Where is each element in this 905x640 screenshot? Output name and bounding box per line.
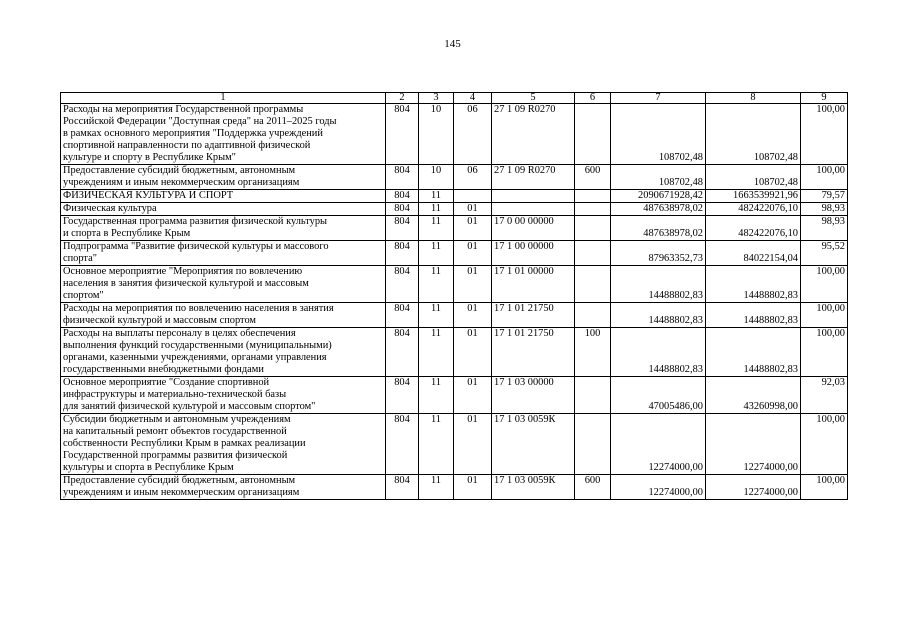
ministry-code-cell: 804 [386,414,419,475]
table-row [61,165,848,190]
target-article-cell: 17 1 03 00000 [492,377,575,414]
target-article-cell: 17 1 01 21750 [492,303,575,328]
section-cell: 11 [419,190,454,203]
executed-amount-cell: 14488802,83 [706,266,801,303]
ministry-code-cell: 804 [386,165,419,190]
section-cell: 11 [419,377,454,414]
row-name-cell: Основное мероприятие "Создание спортивной инфраструктуры и материально-технической базы для занятий физической культурой и массовым спортом" [61,377,386,414]
target-article-cell: 17 1 01 21750 [492,328,575,377]
execution-percent-cell: 100,00 [801,104,848,165]
execution-percent-cell: 100,00 [801,475,848,500]
row-name-cell: Расходы на выплаты персоналу в целях обеспечения выполнения функций государственными (муниципальными) органами, казенными учреждениями, органами управления государственными внебюджетными фондами [61,328,386,377]
section-cell: 11 [419,475,454,500]
target-article-cell [492,203,575,216]
table-row [61,377,848,414]
header-cell: 8 [706,93,801,104]
section-cell: 11 [419,266,454,303]
header-cell: 9 [801,93,848,104]
planned-amount-cell: 487638978,02 [611,203,706,216]
table-row [61,216,848,241]
planned-amount-cell: 2090671928,42 [611,190,706,203]
execution-percent-cell: 100,00 [801,328,848,377]
ministry-code-cell: 804 [386,203,419,216]
table-row [61,303,848,328]
table-row [61,475,848,500]
executed-amount-cell: 1663539921,96 [706,190,801,203]
expense-type-cell [575,216,611,241]
target-article-cell: 27 1 09 R0270 [492,104,575,165]
planned-amount-cell: 108702,48 [611,104,706,165]
header-cell: 3 [419,93,454,104]
ministry-code-cell: 804 [386,328,419,377]
subsection-cell [454,190,492,203]
header-cell: 2 [386,93,419,104]
planned-amount-cell: 87963352,73 [611,241,706,266]
section-cell: 11 [419,241,454,266]
subsection-cell: 01 [454,241,492,266]
page-number: 145 [444,38,461,50]
table-body [61,93,848,500]
budget-table [60,92,848,500]
table-row [61,414,848,475]
section-cell: 11 [419,414,454,475]
target-article-cell: 27 1 09 R0270 [492,165,575,190]
ministry-code-cell: 804 [386,241,419,266]
subsection-cell: 01 [454,414,492,475]
row-name-cell: Предоставление субсидий бюджетным, автономным учреждениям и иным некоммерческим организациям [61,475,386,500]
section-cell: 11 [419,203,454,216]
table-row [61,203,848,216]
expense-type-cell [575,104,611,165]
section-cell: 10 [419,165,454,190]
row-name-cell: Расходы на мероприятия по вовлечению населения в занятия физической культурой и массовым спортом [61,303,386,328]
executed-amount-cell: 482422076,10 [706,203,801,216]
ministry-code-cell: 804 [386,377,419,414]
header-cell: 7 [611,93,706,104]
expense-type-cell [575,203,611,216]
ministry-code-cell: 804 [386,266,419,303]
ministry-code-cell: 804 [386,104,419,165]
header-cell: 4 [454,93,492,104]
executed-amount-cell: 12274000,00 [706,475,801,500]
expense-type-cell [575,241,611,266]
execution-percent-cell: 100,00 [801,266,848,303]
expense-type-cell [575,303,611,328]
row-name-cell: Расходы на мероприятия Государственной программы Российской Федерации "Доступная среда" на 2011–2025 годы в рамках основного мероприятия "Поддержка учреждений спортивной направленности по адаптивной физической культуре и спорту в Республике Крым" [61,104,386,165]
table-row [61,266,848,303]
section-cell: 11 [419,328,454,377]
executed-amount-cell: 12274000,00 [706,414,801,475]
subsection-cell: 01 [454,475,492,500]
table-row [61,190,848,203]
planned-amount-cell: 14488802,83 [611,266,706,303]
executed-amount-cell: 43260998,00 [706,377,801,414]
ministry-code-cell: 804 [386,216,419,241]
header-cell: 5 [492,93,575,104]
execution-percent-cell: 92,03 [801,377,848,414]
subsection-cell: 01 [454,203,492,216]
table-row [61,241,848,266]
expense-type-cell [575,377,611,414]
execution-percent-cell: 100,00 [801,165,848,190]
executed-amount-cell: 84022154,04 [706,241,801,266]
row-name-cell: Государственная программа развития физической культуры и спорта в Республике Крым [61,216,386,241]
execution-percent-cell: 98,93 [801,216,848,241]
expense-type-cell: 600 [575,475,611,500]
row-name-cell: Основное мероприятие "Мероприятия по вовлечению населения в занятия физической культурой и массовым спортом" [61,266,386,303]
header-cell: 1 [61,93,386,104]
table-row [61,328,848,377]
subsection-cell: 06 [454,165,492,190]
row-name-cell: Предоставление субсидий бюджетным, автономным учреждениям и иным некоммерческим организациям [61,165,386,190]
expense-type-cell: 600 [575,165,611,190]
subsection-cell: 06 [454,104,492,165]
execution-percent-cell: 98,93 [801,203,848,216]
expense-type-cell [575,266,611,303]
target-article-cell: 17 0 00 00000 [492,216,575,241]
ministry-code-cell: 804 [386,475,419,500]
subsection-cell: 01 [454,266,492,303]
planned-amount-cell: 108702,48 [611,165,706,190]
planned-amount-cell: 14488802,83 [611,303,706,328]
row-name-cell: ФИЗИЧЕСКАЯ КУЛЬТУРА И СПОРТ [61,190,386,203]
executed-amount-cell: 14488802,83 [706,303,801,328]
subsection-cell: 01 [454,328,492,377]
table-row [61,104,848,165]
section-cell: 11 [419,303,454,328]
subsection-cell: 01 [454,377,492,414]
executed-amount-cell: 108702,48 [706,165,801,190]
expense-type-cell [575,190,611,203]
execution-percent-cell: 79,57 [801,190,848,203]
execution-percent-cell: 95,52 [801,241,848,266]
executed-amount-cell: 108702,48 [706,104,801,165]
row-name-cell: Субсидии бюджетным и автономным учреждениям на капитальный ремонт объектов государственной собственности Республики Крым в рамках реализации Государственной программы развития физической культуры и спорта в Республике Крым [61,414,386,475]
target-article-cell: 17 1 03 0059К [492,414,575,475]
planned-amount-cell: 487638978,02 [611,216,706,241]
section-cell: 11 [419,216,454,241]
target-article-cell: 17 1 03 0059К [492,475,575,500]
planned-amount-cell: 14488802,83 [611,328,706,377]
execution-percent-cell: 100,00 [801,303,848,328]
execution-percent-cell: 100,00 [801,414,848,475]
section-cell: 10 [419,104,454,165]
header-cell: 6 [575,93,611,104]
expense-type-cell [575,414,611,475]
subsection-cell: 01 [454,303,492,328]
target-article-cell [492,190,575,203]
executed-amount-cell: 482422076,10 [706,216,801,241]
target-article-cell: 17 1 01 00000 [492,266,575,303]
target-article-cell: 17 1 00 00000 [492,241,575,266]
ministry-code-cell: 804 [386,190,419,203]
planned-amount-cell: 12274000,00 [611,475,706,500]
planned-amount-cell: 47005486,00 [611,377,706,414]
executed-amount-cell: 14488802,83 [706,328,801,377]
row-name-cell: Подпрограмма "Развитие физической культуры и массового спорта" [61,241,386,266]
planned-amount-cell: 12274000,00 [611,414,706,475]
row-name-cell: Физическая культура [61,203,386,216]
ministry-code-cell: 804 [386,303,419,328]
expense-type-cell: 100 [575,328,611,377]
table-header-row [61,93,848,104]
subsection-cell: 01 [454,216,492,241]
